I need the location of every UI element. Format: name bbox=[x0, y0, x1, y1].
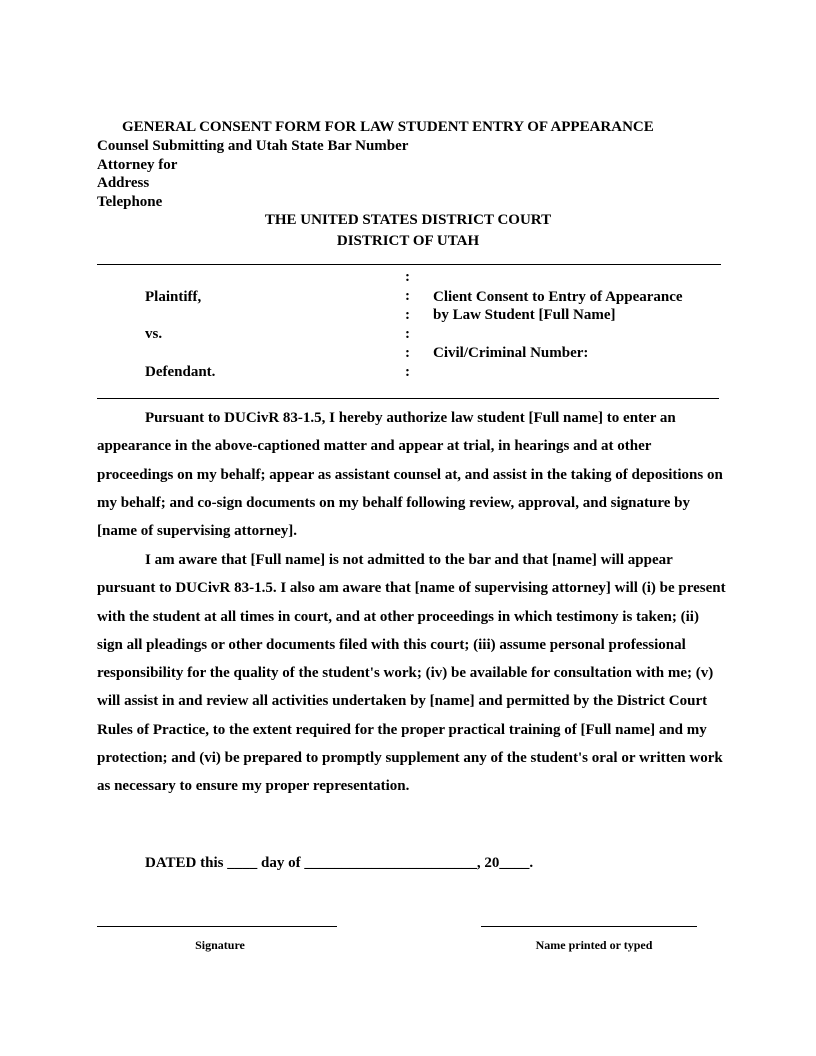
form-title: GENERAL CONSENT FORM FOR LAW STUDENT ENTRY OF APPEARANCE bbox=[122, 119, 654, 135]
consent-paragraph-2-text: I am aware that [Full name] is not admitted to the bar and that [name] will appear pursuant to DUCivR 83-1.5. I also am aware that [name of supervising attorney] will (i) be present with the student at all times in court, and at other proceedings in which testimony is taken; (ii) sign all pleadings or other documents filed with this court; (iii) assume personal professional responsibility for the quality of the student's work; (iv) be available for consultation with me; (v) will assist in and review all activities undertaken by [name] and permitted by the District Court Rules of Practice, to the extent required for the proper practical training of [Full name] and my protection; and (vi) be prepared to promptly supplement any of the student's oral or written work as necessary to ensure my proper representation. bbox=[97, 552, 726, 795]
vs-label: vs. bbox=[145, 326, 163, 342]
name-printed-label: Name printed or typed bbox=[535, 938, 653, 952]
caption-bottom-rule bbox=[97, 398, 719, 399]
caption-colon: : bbox=[405, 288, 410, 304]
consent-paragraph-1 bbox=[97, 404, 727, 545]
case-title-line1: Client Consent to Entry of Appearance bbox=[433, 289, 683, 305]
caption-colon: : bbox=[405, 326, 410, 342]
court-name: THE UNITED STATES DISTRICT COURT bbox=[264, 212, 552, 228]
dated-line: DATED this ____ day of _______________________, 20____. bbox=[145, 855, 534, 871]
caption-colon: : bbox=[405, 364, 410, 380]
attorney-line: Attorney for bbox=[97, 157, 178, 173]
consent-paragraph-2 bbox=[97, 546, 727, 801]
caption-top-rule bbox=[97, 264, 721, 265]
address-line: Address bbox=[97, 175, 150, 191]
case-title-line2: by Law Student [Full Name] bbox=[433, 307, 616, 323]
name-printed-line bbox=[481, 926, 697, 927]
court-district: DISTRICT OF UTAH bbox=[336, 233, 480, 249]
telephone-line: Telephone bbox=[97, 194, 163, 210]
consent-paragraph-1-text: Pursuant to DUCivR 83-1.5, I hereby authorize law student [Full name] to enter an appearance in the above-captioned matter and appear at trial, in hearings and at other proceedings on my behalf; appear as assistant counsel at, and assist in the taking of depositions on my behalf; and co-sign documents on my behalf following review, approval, and signature by [name of supervising attorney]. bbox=[97, 410, 723, 540]
caption-colon: : bbox=[405, 345, 410, 361]
counsel-line: Counsel Submitting and Utah State Bar Number bbox=[97, 138, 409, 154]
caption-colon: : bbox=[405, 307, 410, 323]
caption-colon: : bbox=[405, 269, 410, 285]
plaintiff-label: Plaintiff, bbox=[145, 289, 202, 305]
signature-line bbox=[97, 926, 337, 927]
defendant-label: Defendant. bbox=[145, 364, 216, 380]
signature-label: Signature bbox=[195, 938, 245, 952]
case-number-label: Civil/Criminal Number: bbox=[433, 345, 589, 361]
